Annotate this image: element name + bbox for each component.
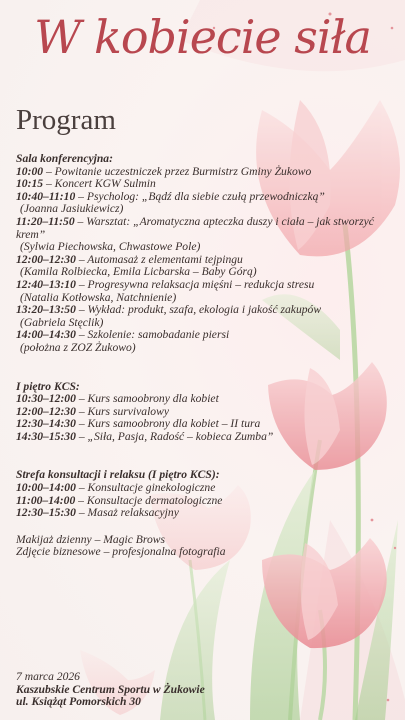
program-heading: Program	[16, 104, 116, 136]
program-content	[16, 153, 396, 559]
schedule-entry	[16, 216, 396, 241]
entry-credit: (Sylwia Piechowska, Chwastowe Pole)	[20, 240, 201, 254]
extra-service: Zdjęcie biznesowe – profesjonalna fotografia	[16, 545, 226, 559]
entry-text: – Psycholog: „Bądź dla siebie czułą przewodniczką”	[78, 189, 325, 203]
event-venue: Kaszubskie Centrum Sportu w Żukowie	[16, 682, 205, 696]
entry-text: – Kurs samoobrony dla kobiet – II tura	[78, 417, 261, 431]
entry-text: – Masaż relaksacyjny	[78, 506, 179, 520]
entry-time: 12:00–12:30	[16, 404, 76, 418]
entry-text: – Powitanie uczestniczek przez Burmistrz Gminy Żukowo	[45, 164, 312, 178]
entry-text: – Progresywna relaksacja mięśni – redukcja stresu	[78, 277, 315, 291]
entry-time: 10:00–14:00	[16, 481, 76, 495]
entry-credit: (Joanna Jasiukiewicz)	[20, 202, 124, 216]
entry-time: 12:30–15:30	[16, 506, 76, 520]
entry-text: – Warsztat: „Aromatyczna apteczka duszy i ciała – jak stworzyć krem”	[16, 214, 374, 241]
section-heading-sala-konferencyjna: Sala konferencyjna:	[16, 152, 113, 165]
entry-time: 14:30–15:30	[16, 429, 76, 443]
entry-time: 10:30–12:00	[16, 392, 76, 406]
entry-text: – Konsultacje dermatologiczne	[78, 493, 223, 507]
entry-text: – Automasaż z elementami tejpingu	[78, 252, 243, 266]
schedule-entry	[16, 507, 396, 520]
entry-text: – Koncert KGW Sulmin	[45, 177, 156, 191]
schedule-entry	[16, 279, 396, 292]
entry-time: 12:30–14:30	[16, 417, 76, 431]
entry-time: 10:15	[16, 177, 44, 191]
entry-time: 11:00–14:00	[16, 493, 76, 507]
entry-credit: (Natalia Kotłowska, Natchnienie)	[20, 290, 177, 304]
entry-text: – Wykład: produkt, szafa, ekologia i jakość zakupów	[78, 303, 322, 317]
entry-time: 10:40–11:10	[16, 189, 76, 203]
entry-text: – Konsultacje ginekologiczne	[78, 481, 216, 495]
entry-text: – Szkolenie: samobadanie piersi	[78, 328, 230, 342]
event-date: 7 marca 2026	[16, 670, 80, 683]
event-address: ul. Książąt Pomorskich 30	[16, 695, 141, 709]
entry-time: 14:00–14:30	[16, 328, 76, 342]
entry-time: 12:00–12:30	[16, 252, 76, 266]
entry-time: 11:20–11:50	[16, 214, 75, 228]
entry-time: 10:00	[16, 164, 44, 178]
section-heading-i-pietro-kcs: I piętro KCS:	[16, 379, 80, 393]
entry-credit: (Gabriela Stęclik)	[20, 315, 104, 329]
schedule-entry	[16, 304, 396, 317]
schedule-entry	[16, 431, 396, 444]
entry-time: 12:40–13:10	[16, 277, 76, 291]
entry-time: 13:20–13:50	[16, 303, 76, 317]
entry-text: – Kurs survivalowy	[78, 404, 169, 418]
entry-credit: (Kamila Rolbiecka, Emila Licbarska – Baby Górą)	[20, 265, 257, 279]
event-title: W kobiecie siła	[34, 10, 371, 64]
entry-credit: (położna z ZOZ Żukowo)	[20, 340, 136, 354]
entry-text: – Kurs samoobrony dla kobiet	[78, 392, 219, 406]
extra-service: Makijaż dzienny – Magic Brows	[16, 532, 165, 546]
entry-text: – „Siła, Pasja, Radość – kobieca Zumba”	[78, 429, 274, 443]
event-footer	[16, 671, 205, 709]
section-heading-strefa-konsultacji: Strefa konsultacji i relaksu (I piętro KCS):	[16, 468, 220, 482]
